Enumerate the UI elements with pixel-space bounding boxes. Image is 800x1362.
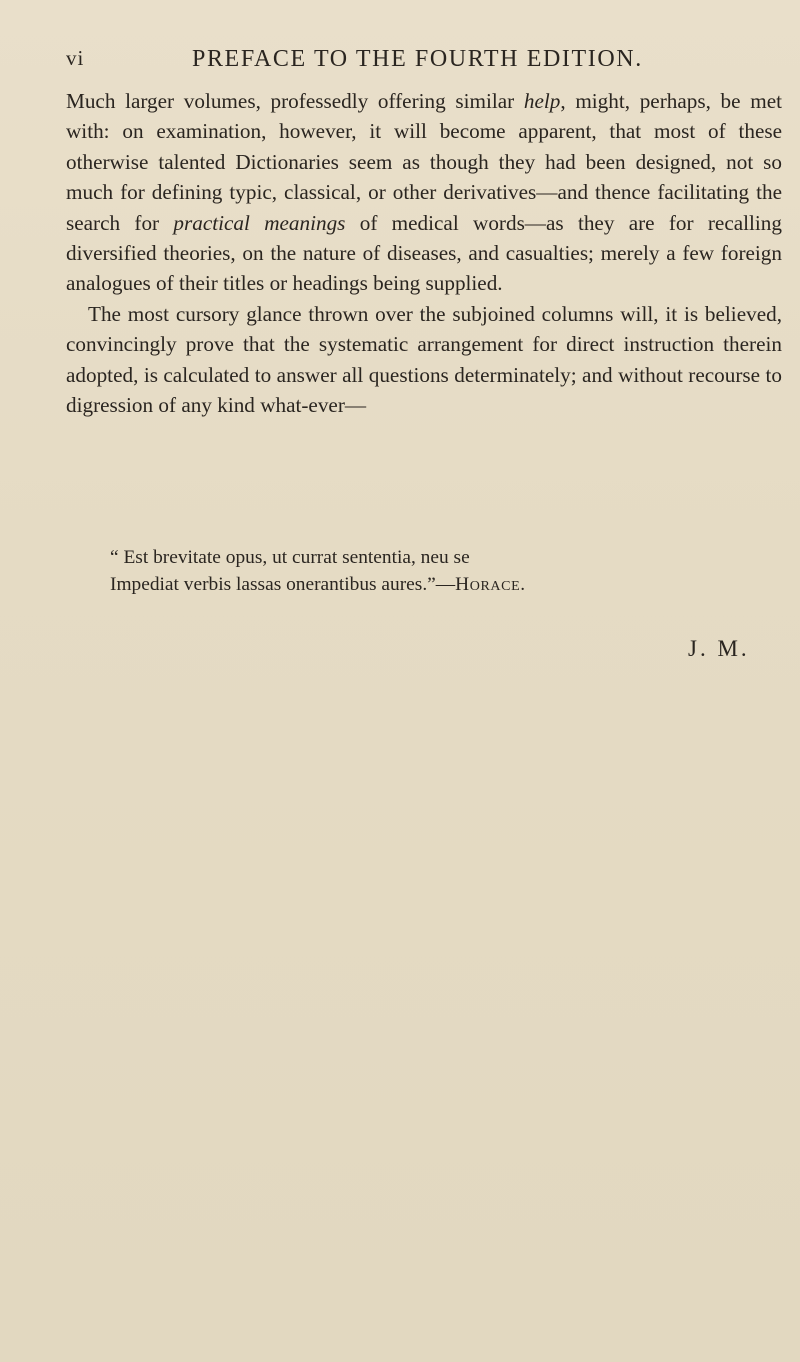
paragraph-1-emphasis-help: help xyxy=(523,89,561,113)
author-signature: J. M. xyxy=(688,636,750,661)
latin-quotation xyxy=(110,544,750,598)
page-number: vi xyxy=(66,46,85,70)
paragraph-1 xyxy=(66,86,782,299)
quotation-attribution: Horace. xyxy=(455,574,526,595)
paragraph-2: The most cursory glance thrown over the subjoined columns will, it is believed, convincingly prove that the systematic arrangement for direct instruction therein adopted, is calculated to answer all questions determinately; and without recourse to digression of any kind what-ever— xyxy=(66,301,782,418)
paragraph-1-text-a: Much larger volumes, professedly offering similar xyxy=(66,89,524,113)
quotation-line-1: “ Est brevitate opus, ut currat sententia, neu se xyxy=(110,547,470,568)
paragraph-1-emphasis-practical-meanings: practical meanings xyxy=(173,210,346,235)
quotation-line-2 xyxy=(110,571,750,598)
running-head xyxy=(66,46,766,76)
body-text xyxy=(66,86,782,420)
running-head-title: PREFACE TO THE FOURTH EDITION. xyxy=(192,46,643,72)
quotation-line-2-text: Impediat verbis lassas onerantibus aures.”— xyxy=(110,574,456,595)
paragraph-1-text-c: of medical words—as they are for recalling diversified theories, on the nature of diseases, and casualties; merely a few foreign analogues of their titles or headings being supplied. xyxy=(66,210,782,296)
paragraph-1-text-b: , might, perhaps, be met with: on examination, however, it will become apparent, that most of these otherwise talented Dictionaries seem as though they had been designed, not so much for defining typic, classical, or other derivatives—and thence facilitating the search for xyxy=(66,89,782,235)
